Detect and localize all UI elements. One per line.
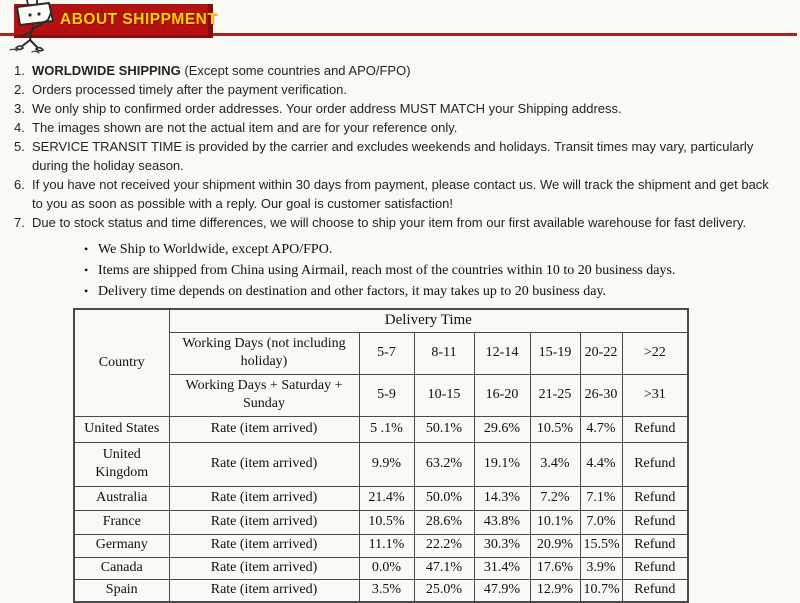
policy-number: 5. [14, 139, 25, 154]
rate-cell: 14.3% [474, 486, 530, 510]
policy-text: Orders processed timely after the payment verification. [32, 82, 348, 97]
bullet-item [84, 239, 796, 260]
working-days-label-cell: Working Days (not including holiday) [169, 332, 359, 374]
policy-item [14, 61, 784, 80]
rate-cell: 3.5% [359, 579, 414, 602]
table-row [74, 510, 688, 534]
policy-item [14, 80, 784, 99]
rate-cell: 22.2% [414, 534, 474, 557]
rate-cell: 7.0% [580, 510, 622, 534]
policy-number: 4. [14, 120, 25, 135]
refund-cell: Refund [622, 579, 688, 602]
table-row [74, 557, 688, 579]
rate-cell: 9.9% [359, 442, 414, 486]
rate-cell: 43.8% [474, 510, 530, 534]
bullet-dot: • [84, 284, 89, 298]
rate-cell: 31.4% [474, 557, 530, 579]
table-row [74, 486, 688, 510]
table-header-row [74, 309, 688, 332]
rate-cell: 50.1% [414, 416, 474, 442]
bullet-item [84, 281, 796, 302]
rate-cell: 25.0% [414, 579, 474, 602]
range-cell: >31 [622, 374, 688, 416]
rate-cell: 47.9% [474, 579, 530, 602]
policy-number: 1. [14, 63, 25, 78]
rate-cell: 11.1% [359, 534, 414, 557]
bullet-item [84, 260, 796, 281]
rate-cell: 7.2% [530, 486, 580, 510]
range-cell: 5-7 [359, 332, 414, 374]
rate-cell: 47.1% [414, 557, 474, 579]
range-cell: 21-25 [530, 374, 580, 416]
range-cell: 10-15 [414, 374, 474, 416]
refund-cell: Refund [622, 534, 688, 557]
rate-cell: 7.1% [580, 486, 622, 510]
range-cell: >22 [622, 332, 688, 374]
rate-cell: 30.3% [474, 534, 530, 557]
rate-label-cell: Rate (item arrived) [169, 486, 359, 510]
range-cell: 12-14 [474, 332, 530, 374]
shipping-summary-list [84, 239, 796, 302]
weekend-days-label-cell: Working Days + Saturday + Sunday [169, 374, 359, 416]
policy-item [14, 118, 784, 137]
rate-cell: 0.0% [359, 557, 414, 579]
rate-cell: 17.6% [530, 557, 580, 579]
rate-label-cell: Rate (item arrived) [169, 557, 359, 579]
range-cell: 20-22 [580, 332, 622, 374]
rate-cell: 5 .1% [359, 416, 414, 442]
rate-cell: 20.9% [530, 534, 580, 557]
policy-number: 2. [14, 82, 25, 97]
bullet-dot: • [84, 242, 89, 256]
table-row [74, 416, 688, 442]
rate-label-cell: Rate (item arrived) [169, 534, 359, 557]
delivery-time-table [73, 308, 689, 603]
policy-text: Due to stock status and time differences, we will choose to ship your item from our first available warehouse for fast delivery. [32, 215, 747, 230]
range-cell: 15-19 [530, 332, 580, 374]
rate-cell: 15.5% [580, 534, 622, 557]
rate-cell: 12.9% [530, 579, 580, 602]
refund-cell: Refund [622, 486, 688, 510]
rate-cell: 50.0% [414, 486, 474, 510]
policy-text: We only ship to confirmed order addresses. Your order address MUST MATCH your Shipping address. [32, 101, 622, 116]
rate-cell: 3.9% [580, 557, 622, 579]
refund-cell: Refund [622, 557, 688, 579]
country-cell: Spain [74, 579, 169, 602]
rate-cell: 10.7% [580, 579, 622, 602]
bullet-text: We Ship to Worldwide, except APO/FPO. [98, 242, 333, 257]
rate-cell: 4.7% [580, 416, 622, 442]
country-cell: United Kingdom [74, 442, 169, 486]
policy-text: If you have not received your shipment within 30 days from payment, please contact us. We will track the shipment and get back to you as soon as possible with a reply. Our goal is customer satisfaction! [32, 177, 769, 211]
policy-number: 3. [14, 101, 25, 116]
rate-cell: 29.6% [474, 416, 530, 442]
rate-cell: 4.4% [580, 442, 622, 486]
bullet-text: Items are shipped from China using Airmail, reach most of the countries within 10 to 20 business days. [98, 263, 676, 278]
refund-cell: Refund [622, 510, 688, 534]
country-cell: France [74, 510, 169, 534]
rate-label-cell: Rate (item arrived) [169, 416, 359, 442]
rate-cell: 19.1% [474, 442, 530, 486]
refund-cell: Refund [622, 416, 688, 442]
policy-item [14, 99, 784, 118]
country-cell: Australia [74, 486, 169, 510]
bullet-text: Delivery time depends on destination and other factors, it may takes up to 20 business day. [98, 284, 607, 299]
country-cell: Germany [74, 534, 169, 557]
policy-item [14, 175, 784, 213]
policy-number: 6. [14, 177, 25, 192]
rate-cell: 28.6% [414, 510, 474, 534]
policy-text: The images shown are not the actual item and are for your reference only. [32, 120, 458, 135]
policy-text: SERVICE TRANSIT TIME is provided by the carrier and excludes weekends and holidays. Transit times may vary, particularly during the holiday season. [32, 139, 754, 173]
country-header-cell: Country [74, 309, 169, 416]
shipping-policy-list [14, 61, 784, 232]
refund-cell: Refund [622, 442, 688, 486]
rate-label-cell: Rate (item arrived) [169, 442, 359, 486]
policy-item [14, 137, 784, 175]
table-row [74, 442, 688, 486]
rate-cell: 63.2% [414, 442, 474, 486]
page-header [0, 0, 800, 50]
rate-label-cell: Rate (item arrived) [169, 510, 359, 534]
rate-cell: 21.4% [359, 486, 414, 510]
rate-label-cell: Rate (item arrived) [169, 579, 359, 602]
page-title: ABOUT SHIPPMENT [60, 10, 218, 28]
bullet-dot: • [84, 263, 89, 277]
policy-bold-text: WORLDWIDE SHIPPING [32, 63, 181, 78]
country-cell: United States [74, 416, 169, 442]
rate-cell: 10.5% [530, 416, 580, 442]
rate-cell: 10.1% [530, 510, 580, 534]
doodle-mascot-icon [6, 0, 60, 54]
range-cell: 26-30 [580, 374, 622, 416]
range-cell: 8-11 [414, 332, 474, 374]
country-cell: Canada [74, 557, 169, 579]
table-row [74, 579, 688, 602]
policy-item [14, 213, 784, 232]
delivery-time-header-cell: Delivery Time [169, 309, 688, 332]
range-cell: 5-9 [359, 374, 414, 416]
table-row [74, 534, 688, 557]
policy-number: 7. [14, 215, 25, 230]
rate-cell: 3.4% [530, 442, 580, 486]
rate-cell: 10.5% [359, 510, 414, 534]
policy-text: WORLDWIDE SHIPPING (Except some countries and APO/FPO) [32, 63, 411, 78]
range-cell: 16-20 [474, 374, 530, 416]
